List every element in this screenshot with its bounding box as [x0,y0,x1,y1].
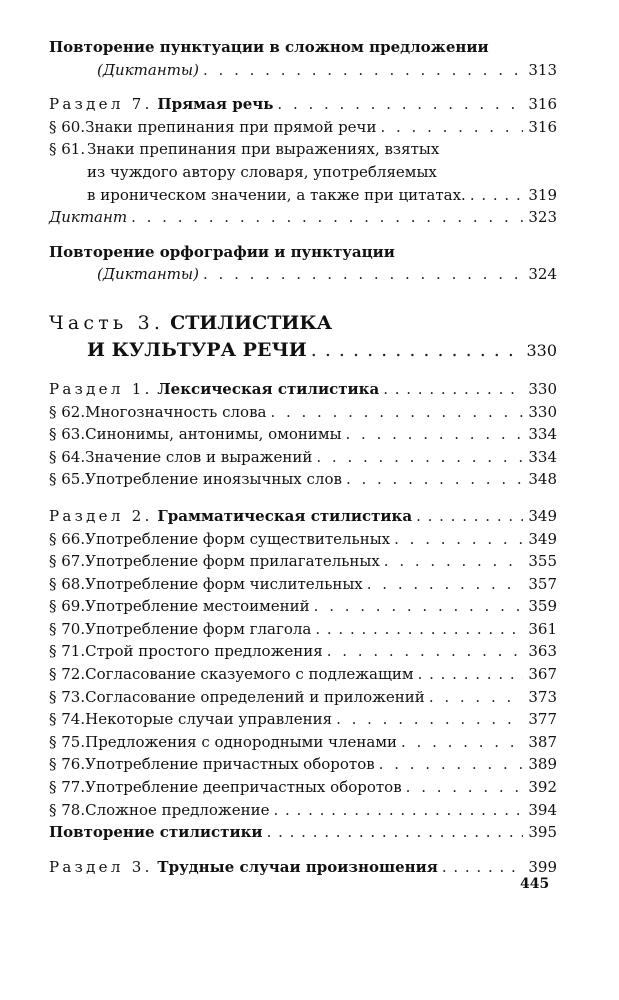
leader-dots [406,776,523,799]
leader-dots [383,378,523,401]
leader-dots [267,821,523,844]
page-number: 399 [528,857,557,876]
toc-entry-70: § 70. Употребление форм глагола . . . 361 [49,618,557,641]
page-number: 330 [528,402,557,421]
leader-dots [380,116,523,139]
page-number: 387 [528,732,557,751]
section-title: Трудные случаи произношения [157,857,438,876]
toc-entry-63: § 63. Синонимы, антонимы, омонимы . . . 334 [49,423,557,446]
toc-entry-61-end: в ироническом значении, а также при цитатах. . . . 319 [49,184,557,207]
leader-dots [315,618,523,641]
page-number: 324 [528,265,557,284]
section-label: Раздел 3. [49,857,153,876]
page-number: 323 [528,208,557,227]
toc-entry-71: § 71. Строй простого предложения . . . 363 [49,640,557,663]
leader-dots [394,528,523,551]
section-label: Раздел 7. [49,95,153,114]
page-folio-number: 445 [520,876,550,892]
leader-dots [336,708,523,731]
toc-entry-65: § 65. Употребление иноязычных слов . . . 348 [49,468,557,491]
toc-part-3 [49,310,557,337]
toc-heading-punctuation-review: Повторение пунктуации в сложном предложении [49,38,489,56]
leader-dots [429,686,523,709]
page-number: 313 [528,60,557,79]
leader-dots [367,573,523,596]
page-number: 359 [528,597,557,616]
toc-entry-67: § 67. Употребление форм прилагательных . . . 355 [49,550,557,573]
page-number: 319 [528,185,557,204]
page-number: 357 [528,574,557,593]
page-number: 389 [528,755,557,774]
leader-dots [203,59,523,82]
toc-section-1 [49,378,557,401]
page-number: 349 [528,529,557,548]
toc-section-2 [49,505,557,528]
leader-dots [401,731,523,754]
part-title: СТИЛИСТИКА [170,311,333,334]
part-label: Часть 3. [49,311,165,334]
leader-dots [270,401,523,424]
toc-entry-66: § 66. Употребление форм существительных . . . 349 [49,528,557,551]
page-number: 392 [528,778,557,797]
page-number: 330 [526,340,557,360]
section-title: Лексическая стилистика [157,379,380,398]
leader-dots [470,184,523,207]
leader-dots [442,856,523,879]
toc-entry-62: § 62. Многозначность слова . . . 330 [49,401,557,424]
page-number: 363 [528,642,557,661]
leader-dots [203,263,523,286]
leader-dots [418,663,523,686]
toc-entry-75: § 75. Предложения с однородными членами . . . 387 [49,731,557,754]
leader-dots [273,799,523,822]
leader-dots [316,446,523,469]
leader-dots [346,423,523,446]
page-number: 395 [528,823,557,842]
page-number: 316 [528,117,557,136]
section-title: Прямая речь [157,95,274,114]
toc-entry-dictations-1: (Диктанты) . . . 313 [49,59,557,82]
leader-dots [314,595,523,618]
page-number: 348 [528,470,557,489]
section-label: Раздел 2. [49,506,153,525]
toc-entry-64: § 64. Значение слов и выражений . . . 334 [49,446,557,469]
page-number: 367 [528,665,557,684]
toc-entry-stylistics-review: Повторение стилистики . . . 395 [49,821,557,844]
toc-entry-61-cont: из чуждого автору словаря, употребляемых [87,162,437,181]
section-title: Грамматическая стилистика [157,506,413,525]
toc-entry-76: § 76. Употребление причастных оборотов . . . 389 [49,753,557,776]
leader-dots [327,640,523,663]
page-number: 316 [528,95,557,114]
page-number: 361 [528,619,557,638]
page-number: 334 [528,447,557,466]
section-label: Раздел 1. [49,379,153,398]
toc-entry-61: § 61. Знаки препинания при выражениях, взятых [49,140,440,159]
leader-dots [131,206,523,229]
toc-entry-69: § 69. Употребление местоимений . . . 359 [49,595,557,618]
toc-entry-dictation: Диктант . . . 323 [49,206,557,229]
page-number: 349 [528,506,557,525]
leader-dots [311,337,523,364]
leader-dots [379,753,523,776]
toc-section-3 [49,856,557,879]
page-number: 330 [528,379,557,398]
toc-entry-77: § 77. Употребление деепричастных оборотов . . . 392 [49,776,557,799]
toc-entry-78: § 78. Сложное предложение . . . 394 [49,799,557,822]
toc-entry-60: § 60. Знаки препинания при прямой речи . . . 316 [49,116,557,139]
table-of-contents [49,36,557,878]
toc-entry-72: § 72. Согласование сказуемого с подлежащим . . . 367 [49,663,557,686]
toc-part-3-cont: И КУЛЬТУРА РЕЧИ . . . 330 [49,337,557,364]
page-number: 394 [528,800,557,819]
toc-entry-dictations-2: (Диктанты) . . . 324 [49,263,557,286]
leader-dots [346,468,523,491]
toc-heading-orthography-review: Повторение орфографии и пунктуации [49,242,395,261]
page-number: 334 [528,425,557,444]
toc-entry-74: § 74. Некоторые случаи управления . . . 377 [49,708,557,731]
toc-section-7 [49,93,557,116]
leader-dots [277,93,523,116]
page-number: 355 [528,552,557,571]
leader-dots [416,505,523,528]
toc-entry-68: § 68. Употребление форм числительных . . . 357 [49,573,557,596]
page-number: 373 [528,687,557,706]
page-number: 377 [528,710,557,729]
toc-entry-73: § 73. Согласование определений и приложений . . . 373 [49,686,557,709]
leader-dots [384,550,523,573]
